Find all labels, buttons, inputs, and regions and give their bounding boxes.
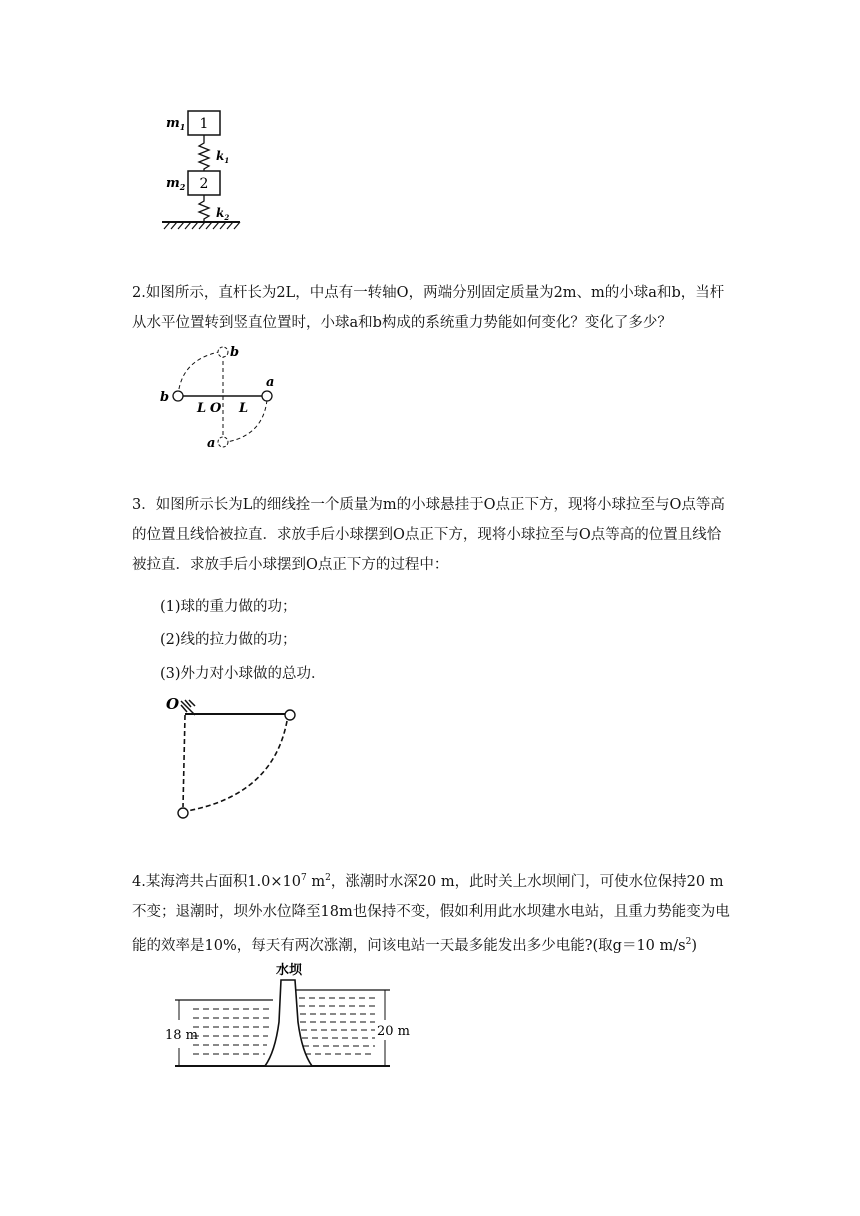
ball-b-vertical <box>218 347 228 357</box>
ball-b <box>173 391 183 401</box>
label-L-right: L <box>239 401 249 416</box>
sea-water-dashes <box>193 1009 271 1054</box>
label-O: O <box>210 401 222 416</box>
question-3-item-2: (2)线的拉力做的功； <box>160 632 297 648</box>
svg-text:m2: $m_2$ <box>166 176 186 192</box>
reservoir-water-dashes <box>299 998 375 1054</box>
label-a-right: a <box>266 375 275 390</box>
label-O-pivot: O <box>166 695 180 713</box>
label-20m: 20 m <box>377 1024 411 1039</box>
label-b-left: b <box>160 390 170 405</box>
question-3-text: 3．如图所示长为L的细线拴一个质量为m的小球悬挂于O点正下方，现将小球拉至与O点等高的位置且线恰被拉直．求放手后小球摆到O点正下方，现将小球拉至与O点等高的位置且线恰被拉直．求放手后小球摆到O点正下方的过程中： <box>132 497 725 573</box>
label-18m: 18 m <box>165 1028 199 1043</box>
pivot-hatch <box>181 700 195 715</box>
pendulum-figure <box>163 695 303 825</box>
label-a-bottom: a <box>207 436 216 451</box>
question-3-item-1: (1)球的重力做的功； <box>160 599 297 615</box>
label-b-top: b <box>230 345 240 360</box>
path-arc-b <box>178 352 219 396</box>
dam-label: 水坝 <box>275 963 303 978</box>
question-2-text: 2.如图所示，直杆长为2L，中点有一转轴O，两端分别固定质量为2m、m的小球a和b，当杆从水平位置转到竖直位置时，小球a和b构成的系统重力势能如何变化？变化了多少？ <box>132 285 725 331</box>
ball-end <box>178 808 188 818</box>
block-2-label: 2 <box>199 176 209 192</box>
k2-label: k <box>216 206 225 220</box>
ball-a-vertical <box>218 437 228 447</box>
k1-label: k <box>216 149 225 163</box>
dam-body <box>265 980 312 1066</box>
rotating-rod-figure <box>155 340 290 455</box>
ball-a <box>262 391 272 401</box>
ground-hatch <box>164 222 240 229</box>
svg-text:k1: $k_1$ <box>216 149 230 165</box>
spring-k1 <box>199 135 209 171</box>
ball-start <box>285 710 295 720</box>
m1-label: m <box>166 116 180 131</box>
block-1-label: 1 <box>199 116 209 132</box>
svg-text:m1: $m_1$ <box>166 116 186 132</box>
string-vertical-dashed <box>183 715 185 807</box>
question-3-item-3: (3)外力对小球做的总功． <box>160 666 326 682</box>
svg-text:k2: $k_2$ <box>216 206 230 222</box>
question-4-text: 4.某海湾共占面积$1.0\times 10^7$ $m^2$，涨潮时水深20 m，此时关上水坝闸门，可使水位保持20 m不变；退潮时，坝外水位降至18m也保持不变，假如利用此水坝建水电站，且重力势能变为电能的效率是10%，每天有两次涨潮，问该电站一天最多能发出多少电能?(取g＝10 $m/s^2$) <box>132 873 730 954</box>
spring-k2 <box>199 195 209 222</box>
m2-label: m <box>166 176 180 191</box>
spring-block-figure <box>160 105 250 235</box>
dam-figure <box>165 962 410 1074</box>
swing-arc <box>187 721 287 811</box>
label-L-left: L <box>197 401 207 416</box>
